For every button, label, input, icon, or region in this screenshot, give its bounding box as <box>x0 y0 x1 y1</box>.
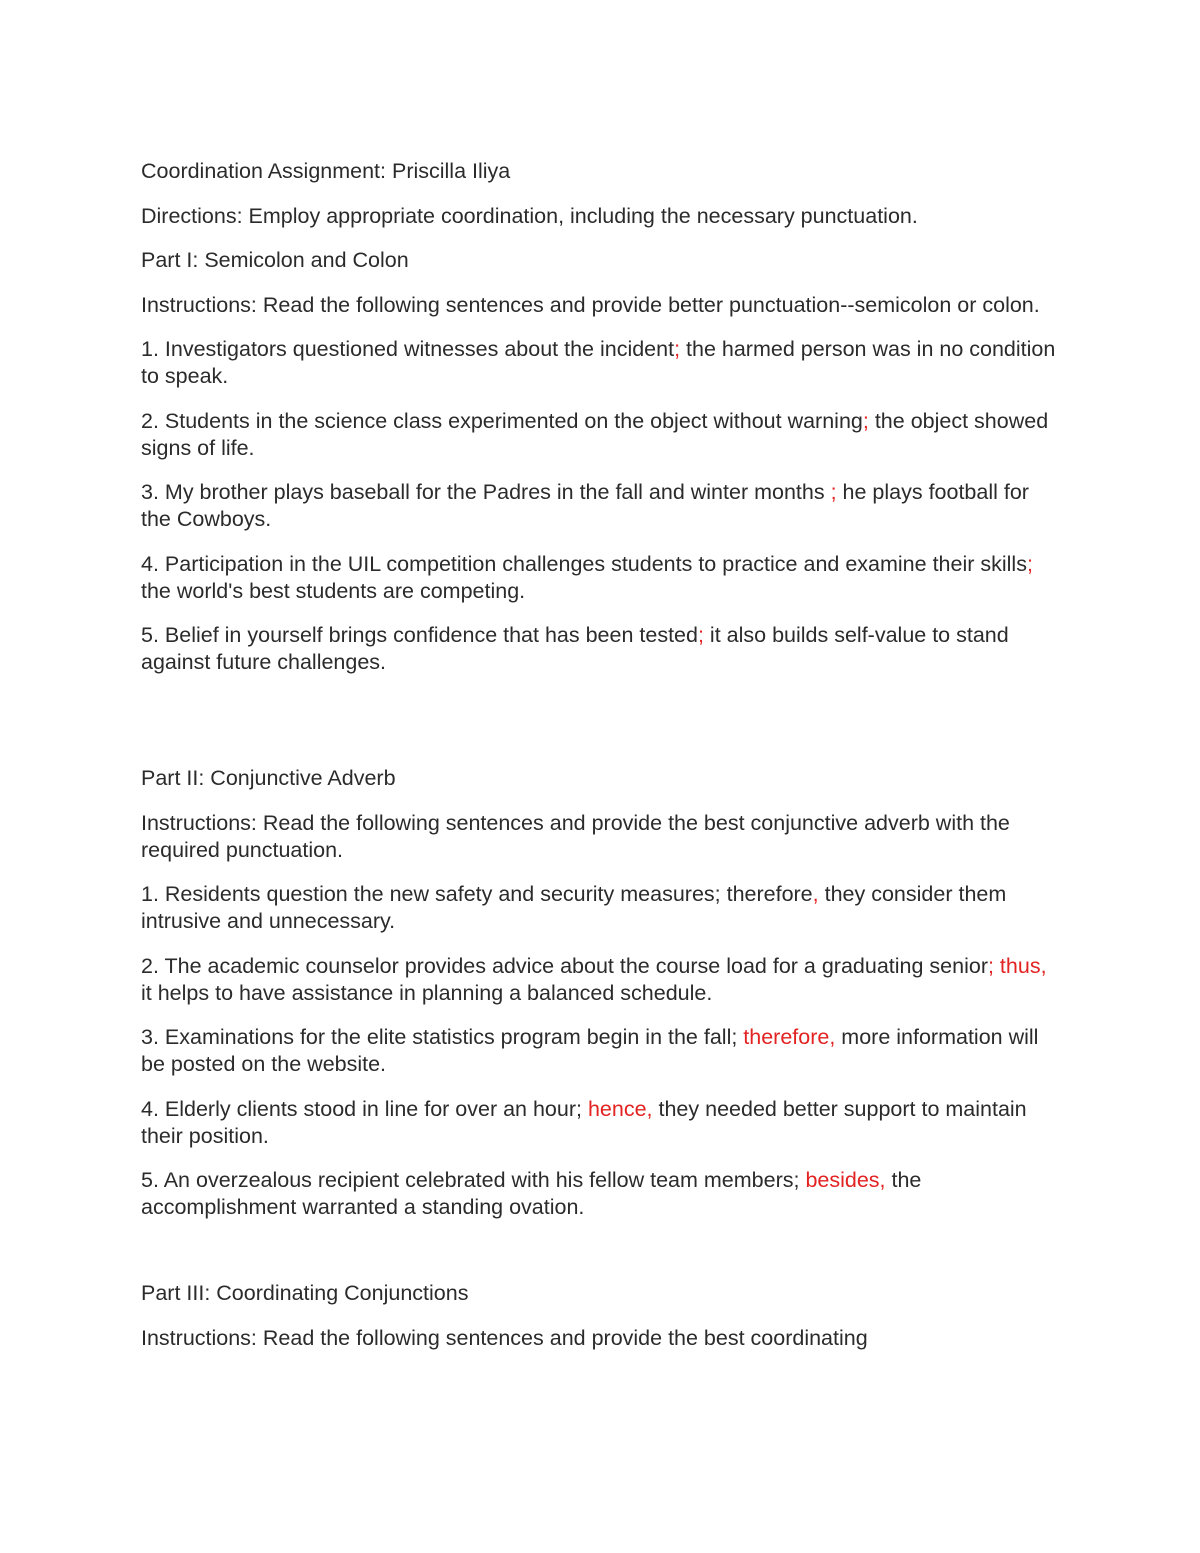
part1-item-1 <box>141 336 1061 390</box>
part2-item-1 <box>141 881 1061 935</box>
sentence-text: the harmed person was in no condition to speak. <box>141 337 1056 388</box>
correction-mark: ; <box>830 480 837 504</box>
sentence-text: more information will be posted on the website. <box>141 1025 1039 1076</box>
correction-mark: , <box>812 882 819 906</box>
part2-item-3 <box>141 1024 1061 1078</box>
correction-mark: ; <box>1026 551 1033 576</box>
sentence-text: it helps to have assistance in planning a balanced schedule. <box>141 980 713 1005</box>
sentence-text: the accomplishment warranted a standing ovation. <box>141 1168 922 1219</box>
correction-mark: besides, <box>805 1168 886 1192</box>
document-body <box>141 158 1061 1369</box>
sentence-text: 3. My brother plays baseball for the Padres in the fall and winter months <box>141 480 831 504</box>
part1-item-3 <box>141 479 1061 533</box>
sentence-text: he plays football for the Cowboys. <box>141 480 1029 531</box>
correction-mark: ; <box>674 337 681 361</box>
correction-mark: ; <box>697 623 704 647</box>
part2-heading: Part II: Conjunctive Adverb <box>141 766 396 790</box>
part3-heading: Part III: Coordinating Conjunctions <box>141 1281 469 1305</box>
part1-item-4 <box>141 551 1061 605</box>
sentence-text: 3. Examinations for the elite statistics program begin in the fall; <box>141 1025 744 1049</box>
correction-mark: therefore, <box>743 1025 836 1049</box>
sentence-text: the world's best students are competing. <box>141 578 526 603</box>
sentence-text: 5. Belief in yourself brings confidence that has been tested <box>141 623 698 647</box>
part2-instructions: Instructions: Read the following sentences and provide the best conjunctive adverb with the required punctuation. <box>141 810 1010 862</box>
part2-item-5 <box>141 1167 1061 1221</box>
directions-text: Directions: Employ appropriate coordination, including the necessary punctuation. <box>141 203 918 228</box>
sentence-text: 2. The academic counselor provides advice about the course load for a graduating senior <box>141 953 988 978</box>
document-title: Coordination Assignment: Priscilla Iliya <box>141 159 511 183</box>
part1-item-2 <box>141 408 1061 462</box>
sentence-text: they needed better support to maintain their position. <box>141 1096 1027 1148</box>
part1-instructions: Instructions: Read the following sentences and provide better punctuation--semicolon or colon. <box>141 292 1040 317</box>
correction-mark: ; <box>862 408 869 433</box>
correction-mark: ; thus, <box>987 953 1047 978</box>
sentence-text: it also builds self-value to stand against future challenges. <box>141 623 1009 674</box>
correction-mark: hence, <box>587 1096 653 1121</box>
sentence-text: the object showed signs of life. <box>141 408 1049 460</box>
part1-heading: Part I: Semicolon and Colon <box>141 248 409 272</box>
sentence-text: 5. An overzealous recipient celebrated with his fellow team members; <box>141 1168 806 1192</box>
sentence-text: 2. Students in the science class experimented on the object without warning <box>141 408 863 433</box>
sentence-text: 1. Residents question the new safety and security measures; therefore <box>141 882 813 906</box>
sentence-text: they consider them intrusive and unnecessary. <box>141 882 1007 933</box>
part2-item-4 <box>141 1096 1061 1150</box>
sentence-text: 1. Investigators questioned witnesses about the incident <box>141 337 675 361</box>
part2-item-2 <box>141 953 1061 1007</box>
part1-item-5 <box>141 622 1061 676</box>
sentence-text: 4. Elderly clients stood in line for over an hour; <box>141 1096 588 1121</box>
part3-instructions: Instructions: Read the following sentences and provide the best coordinating <box>141 1325 868 1350</box>
sentence-text: 4. Participation in the UIL competition challenges students to practice and examine their skills <box>141 551 1027 576</box>
